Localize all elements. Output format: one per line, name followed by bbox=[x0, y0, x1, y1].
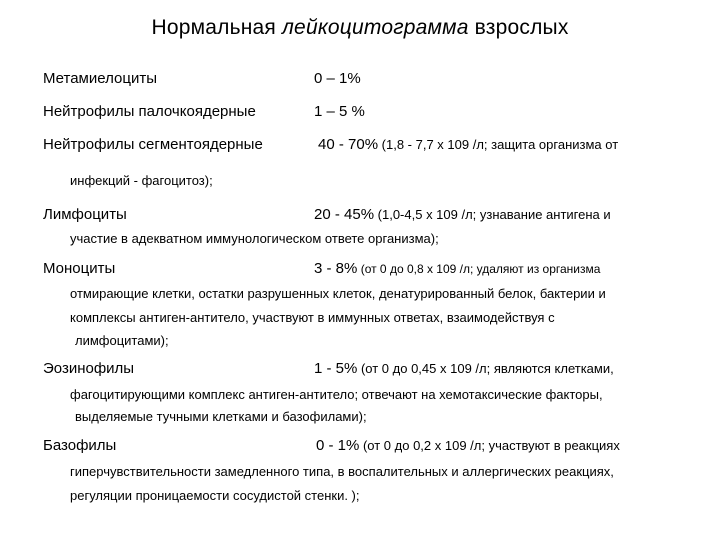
cell-note-segmented-neutrophils: (1,8 - 7,7 х 109 /л; защита организма от bbox=[378, 137, 619, 152]
cell-name-segmented-neutrophils: Нейтрофилы сегментоядерные bbox=[43, 136, 263, 153]
page-title bbox=[0, 16, 720, 40]
cell-name-basophils: Базофилы bbox=[43, 437, 117, 454]
cell-value-metamyelocytes: 0 – 1% bbox=[314, 70, 361, 87]
note-continuation: комплексы антиген-антитело, участвуют в иммунных ответах, взаимодействуя с bbox=[70, 310, 555, 325]
cell-value-monocytes: 3 - 8% bbox=[314, 260, 358, 277]
cell-name-band-neutrophils: Нейтрофилы палочкоядерные bbox=[43, 103, 256, 120]
cell-value-band-neutrophils: 1 – 5 % bbox=[314, 103, 365, 120]
title-part2: взрослых bbox=[468, 16, 569, 39]
note-continuation: регуляции проницаемости сосудистой стенки. ); bbox=[70, 488, 360, 503]
row-value-basophils bbox=[316, 437, 620, 455]
cell-name-monocytes: Моноциты bbox=[43, 260, 116, 277]
note-continuation: фагоцитирующими комплекс антиген-антитело; отвечают на хемотаксические факторы, bbox=[70, 387, 603, 402]
cell-name-lymphocytes: Лимфоциты bbox=[43, 206, 127, 223]
title-italic: лейкоцитограмма bbox=[282, 16, 469, 39]
cell-name-metamyelocytes: Метамиелоциты bbox=[43, 70, 157, 87]
cell-value-lymphocytes: 20 - 45% bbox=[314, 206, 375, 223]
note-continuation: инфекций - фагоцитоз); bbox=[70, 173, 213, 188]
cell-note-basophils: (от 0 до 0,2 х 109 /л; участвуют в реакциях bbox=[359, 438, 620, 453]
cell-name-eosinophils: Эозинофилы bbox=[43, 360, 135, 377]
row-value-monocytes bbox=[314, 260, 600, 278]
cell-value-eosinophils: 1 - 5% bbox=[314, 360, 358, 377]
note-continuation: лимфоцитами); bbox=[75, 333, 169, 348]
note-continuation: отмирающие клетки, остатки разрушенных клеток, денатурированный белок, бактерии и bbox=[70, 286, 606, 301]
cell-note-monocytes: (от 0 до 0,8 х 109 /л; удаляют из организма bbox=[357, 262, 601, 276]
cell-note-lymphocytes: (1,0-4,5 х 109 /л; узнавание антигена и bbox=[374, 207, 611, 222]
note-continuation: участие в адекватном иммунологическом ответе организма); bbox=[70, 231, 439, 246]
note-continuation: гиперчувствительности замедленного типа, в воспалительных и аллергических реакциях, bbox=[70, 464, 614, 479]
row-value-eosinophils bbox=[314, 360, 614, 378]
note-continuation: выделяемые тучными клетками и базофилами); bbox=[75, 409, 367, 424]
cell-value-segmented-neutrophils: 40 - 70% bbox=[318, 136, 379, 153]
row-value-lymphocytes bbox=[314, 206, 611, 224]
cell-note-eosinophils: (от 0 до 0,45 х 109 /л; являются клетками, bbox=[357, 361, 614, 376]
cell-value-basophils: 0 - 1% bbox=[316, 437, 360, 454]
row-value-segmented-neutrophils bbox=[318, 136, 618, 154]
title-part1: Нормальная bbox=[151, 16, 283, 39]
